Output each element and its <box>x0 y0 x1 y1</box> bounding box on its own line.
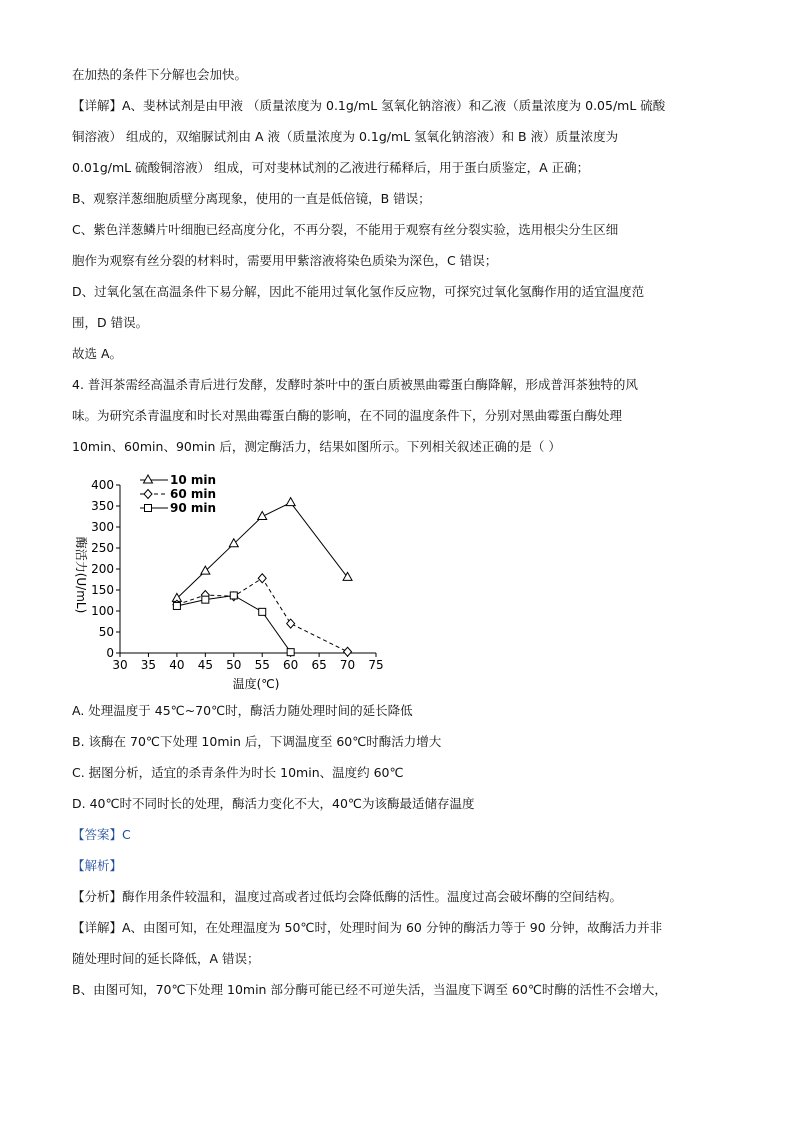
answer-label: 【答案】C <box>72 827 131 842</box>
x-tick-label: 50 <box>226 658 242 672</box>
analysis-text: 【分析】酶作用条件较温和，温度过高或者过低均会降低酶的活性。温度过高会破坏酶的空间结构。 <box>72 889 623 904</box>
enzyme-activity-chart <box>66 470 396 700</box>
data-point <box>201 566 210 574</box>
y-tick-label: 300 <box>91 520 114 534</box>
y-tick-label: 350 <box>91 499 114 513</box>
x-tick-label: 75 <box>368 658 384 672</box>
option-b: B. 该酶在 70℃下处理 10min 后，下调温度至 60℃时酶活力增大 <box>72 734 442 749</box>
y-tick-label: 200 <box>91 562 114 576</box>
data-point <box>144 475 153 483</box>
y-tick-label: 0 <box>106 646 114 660</box>
text-line: 在加热的条件下分解也会加快。 <box>72 67 248 82</box>
text-line: 铜溶液） 组成的，双缩脲试剂由 A 液（质量浓度为 0.1g/mL 氢氧化钠溶液）和 B 液）质量浓度为 <box>72 129 619 144</box>
detail-text: B、由图可知，70℃下处理 10min 部分酶可能已经不可逆失活，当温度下调至 60℃时酶的活性不会增大， <box>72 982 667 997</box>
series-line <box>177 595 291 652</box>
data-point <box>287 619 295 628</box>
text-line: 故选 A。 <box>72 346 123 361</box>
option-c: C. 据图分析，适宜的杀青条件为时长 10min、温度约 60℃ <box>72 765 404 780</box>
data-point <box>286 498 295 506</box>
y-tick-label: 250 <box>91 541 114 555</box>
chart-series <box>172 498 352 657</box>
data-point <box>258 574 266 583</box>
x-tick-label: 30 <box>112 658 128 672</box>
x-tick-label: 35 <box>140 658 157 672</box>
legend-label: 60 min <box>170 487 217 501</box>
x-tick-label: 65 <box>311 658 327 672</box>
data-point <box>144 490 152 499</box>
x-tick-label: 45 <box>197 658 213 672</box>
chart-legend <box>140 473 216 515</box>
text-line: 胞作为观察有丝分裂的材料时，需要用甲紫溶液将染色质染为深色，C 错误； <box>72 253 498 268</box>
data-point <box>259 608 266 615</box>
x-tick-label: 60 <box>283 658 299 672</box>
legend-label: 10 min <box>170 473 217 487</box>
data-point <box>202 596 209 603</box>
text-line: 【详解】A、斐林试剂是由甲液 （质量浓度为 0.1g/mL 氢氧化钠溶液）和乙液（质量浓度为 0.05/mL 硫酸 <box>72 98 666 113</box>
text-line: 围，D 错误。 <box>72 315 149 330</box>
option-a: A. 处理温度于 45℃~70℃时，酶活力随处理时间的延长降低 <box>72 703 413 718</box>
x-tick-label: 55 <box>254 658 270 672</box>
data-point <box>287 649 294 656</box>
x-tick-label: 40 <box>169 658 185 672</box>
y-tick-label: 400 <box>91 478 114 492</box>
x-tick-label: 70 <box>339 658 356 672</box>
y-tick-label: 100 <box>91 604 114 618</box>
detail-text: 【详解】A、由图可知，在处理温度为 50℃时，处理时间为 60 分钟的酶活力等于 90 分钟，故酶活力并非 <box>72 920 663 935</box>
text-line: B、观察洋葱细胞质壁分离现象，使用的一直是低倍镜，B 错误； <box>72 191 431 206</box>
data-point <box>145 505 152 512</box>
question-line: 味。为研究杀青温度和时长对黑曲霉蛋白酶的影响，在不同的温度条件下，分别对黑曲霉蛋白酶处理 <box>72 408 623 423</box>
y-axis-label: 酶活力(U/mL) <box>74 536 88 614</box>
y-tick-label: 150 <box>91 583 114 597</box>
question-line: 10min、60min、90min 后，测定酶活力，结果如图所示。下列相关叙述正确的是（ ） <box>72 439 561 454</box>
x-axis-label: 温度(℃) <box>232 677 280 691</box>
chart-axes <box>91 478 384 672</box>
data-point <box>230 592 237 599</box>
detail-text: 随处理时间的延长降低，A 错误； <box>72 951 260 966</box>
text-line: D、过氧化氢在高温条件下易分解，因此不能用过氧化氢作反应物，可探究过氧化氢酶作用的适宜温度范 <box>72 284 645 299</box>
y-tick-label: 50 <box>98 625 114 639</box>
legend-label: 90 min <box>170 501 217 515</box>
text-line: C、紫色洋葱鳞片叶细胞已经高度分化，不再分裂，不能用于观察有丝分裂实验，选用根尖分生区细 <box>72 222 619 237</box>
data-point <box>344 647 352 656</box>
question-line: 4. 普洱茶需经高温杀青后进行发酵，发酵时茶叶中的蛋白质被黑曲霉蛋白酶降解，形成普洱茶独特的风 <box>72 377 638 392</box>
option-d: D. 40℃时不同时长的处理，酶活力变化不大，40℃为该酶最适储存温度 <box>72 796 475 811</box>
data-point <box>173 602 180 609</box>
text-line: 0.01g/mL 硫酸铜溶液） 组成，可对斐林试剂的乙液进行稀释后，用于蛋白质鉴定，A 正确； <box>72 160 590 175</box>
analysis-label: 【解析】 <box>72 858 123 873</box>
data-point <box>229 539 238 547</box>
